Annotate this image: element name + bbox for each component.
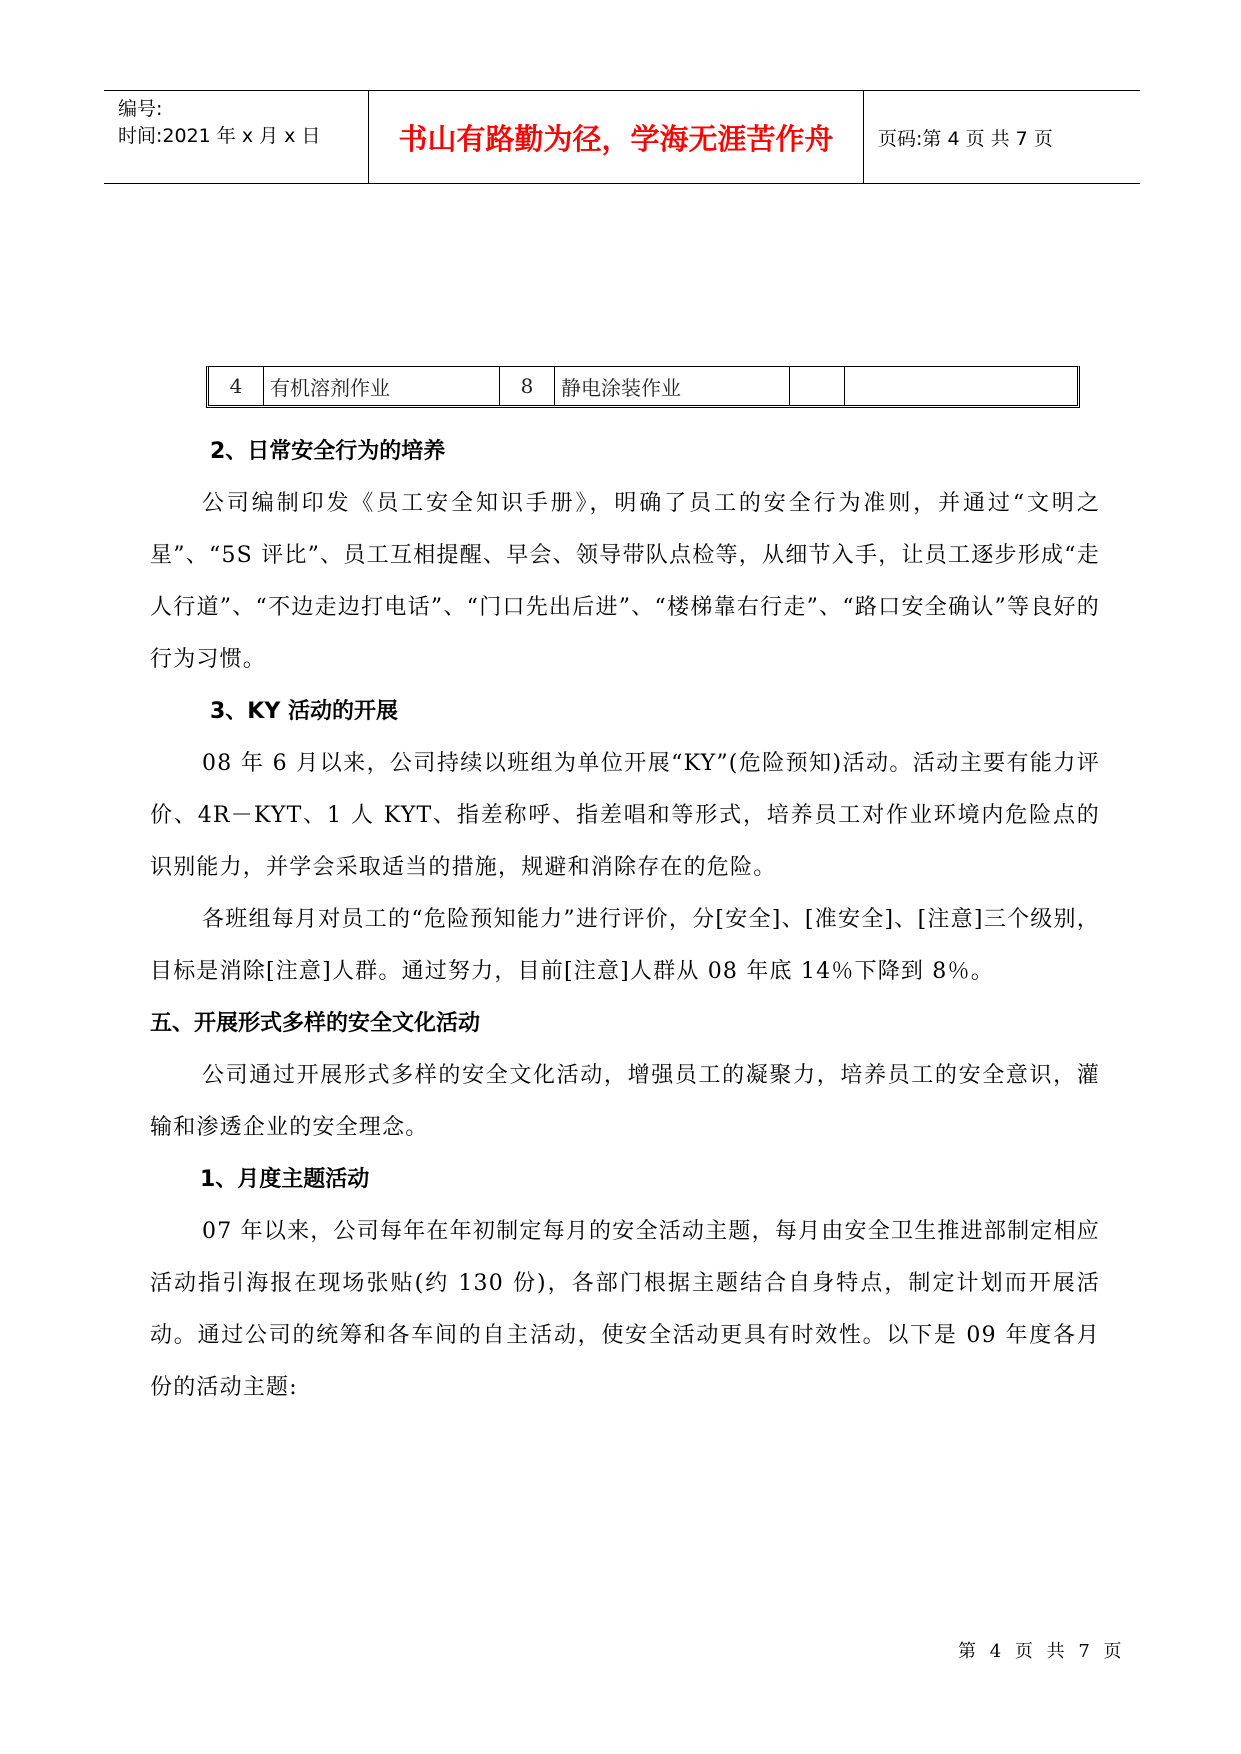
section-heading: 3、KY 活动的开展 bbox=[210, 699, 398, 724]
page-footer: 第 4 页 共 7 页 bbox=[958, 1641, 1126, 1662]
document-time-label: 时间:2021 年 x 月 x 日 bbox=[118, 125, 321, 147]
table-cell: 静电涂装作业 bbox=[555, 367, 790, 405]
page-header bbox=[104, 90, 1140, 184]
table-cell bbox=[845, 367, 1077, 405]
section-heading: 1、月度主题活动 bbox=[200, 1167, 370, 1192]
table-cell: 8 bbox=[500, 367, 555, 405]
paragraph: 07 年以来，公司每年在年初制定每月的安全活动主题，每月由安全卫生推进部制定相应活动指引海报在现场张贴(约 130 份)，各部门根据主题结合自身特点，制定计划而开展活动。通过公司的统筹和各车间的自主活动，使安全活动更具有时效性。以下是 09 年度各月份的活动主题: bbox=[150, 1219, 1100, 1400]
header-page-number: 页码:第 4 页 共 7 页 bbox=[878, 127, 1053, 150]
table-cell: 4 bbox=[209, 367, 264, 405]
paragraph: 公司编制印发《员工安全知识手册》，明确了员工的安全行为准则，并通过“文明之星”、“5S 评比”、员工互相提醒、早会、领导带队点检等，从细节入手，让员工逐步形成“走人行道”、“不边走边打电话”、“门口先出后进”、“楼梯靠右行走”、“路口安全确认”等良好的行为习惯。 bbox=[150, 491, 1100, 672]
header-motto: 书山有路勤为径，学海无涯苦作舟 bbox=[369, 91, 864, 183]
document-number-label: 编号: bbox=[118, 98, 163, 120]
section-heading: 2、日常安全行为的培养 bbox=[210, 439, 446, 464]
paragraph: 公司通过开展形式多样的安全文化活动，增强员工的凝聚力，培养员工的安全意识，灌输和渗透企业的安全理念。 bbox=[150, 1063, 1100, 1140]
paragraph: 08 年 6 月以来，公司持续以班组为单位开展“KY”(危险预知)活动。活动主要有能力评价、4R－KYT、1 人 KYT、指差称呼、指差唱和等形式，培养员工对作业环境内危险点的识别能力，并学会采取适当的措施，规避和消除存在的危险。 bbox=[150, 751, 1100, 880]
table-cell: 有机溶剂作业 bbox=[264, 367, 500, 405]
chapter-heading: 五、开展形式多样的安全文化活动 bbox=[150, 1011, 481, 1036]
work-type-table-row bbox=[206, 366, 1080, 408]
document-body bbox=[150, 426, 1100, 1414]
table-cell bbox=[790, 367, 845, 405]
paragraph: 各班组每月对员工的“危险预知能力”进行评价，分[安全]、[准安全]、[注意]三个级别，目标是消除[注意]人群。通过努力，目前[注意]人群从 08 年底 14％下降到 8％。 bbox=[150, 907, 1100, 984]
header-meta bbox=[104, 91, 369, 183]
